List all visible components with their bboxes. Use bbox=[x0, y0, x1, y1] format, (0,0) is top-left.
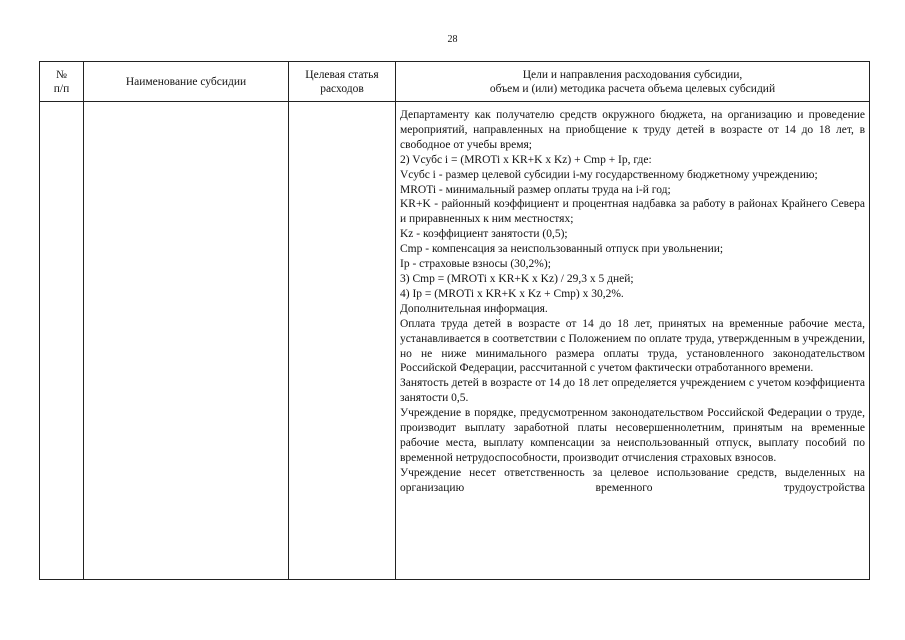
text-paragraph: Ip - страховые взносы (30,2%); bbox=[400, 258, 551, 271]
table-row bbox=[40, 102, 870, 580]
text-paragraph: MROTi - минимальный размер оплаты труда на i-й год; bbox=[400, 183, 671, 196]
text-paragraph: Дополнительная информация. bbox=[400, 302, 548, 315]
cell-goals-methodology bbox=[396, 102, 870, 580]
text-paragraph: Kz - коэффициент занятости (0,5); bbox=[400, 228, 568, 241]
page-number: 28 bbox=[447, 34, 458, 45]
header-goals-methodology: Цели и направления расходования субсидии, объем и (или) методика расчета объема целевых субсидий bbox=[396, 62, 870, 102]
header-number: № п/п bbox=[40, 62, 84, 102]
text-paragraph: Учреждение несет ответственность за целевое использование средств, выделенных на организацию временного трудоустройства bbox=[400, 466, 865, 494]
header-target-article: Целевая статья расходов bbox=[289, 62, 396, 102]
cell-target-article bbox=[289, 102, 396, 580]
formula-paragraph: 4) Ip = (MROTi x KR+K x Kz + Cmp) x 30,2%. bbox=[400, 287, 624, 300]
text-paragraph: Учреждение в порядке, предусмотренном законодательством Российской Федерации о труде, производит выплату заработной платы несовершеннолетним, принятым на временные рабочие места, выплату компенсации за неиспользованный отпуск, выплату пособий по временной нетрудоспособности, производит отчисления страховых взносов. bbox=[400, 407, 865, 464]
formula-paragraph: 2) Vсубс i = (MROTi x KR+K x Kz) + Cmp + Ip, где: bbox=[400, 153, 652, 166]
text-paragraph: Cmp - компенсация за неиспользованный отпуск при увольнении; bbox=[400, 243, 724, 256]
table-header-row bbox=[40, 62, 870, 102]
header-subsidy-name: Наименование субсидии bbox=[84, 62, 289, 102]
formula-paragraph: 3) Cmp = (MROTi x KR+K x Kz) / 29,3 x 5 дней; bbox=[400, 272, 634, 285]
text-paragraph: KR+K - районный коэффициент и процентная надбавка за работу в районах Крайнего Севера и приравненных к ним местностях; bbox=[400, 198, 865, 226]
text-paragraph: Департаменту как получателю средств окружного бюджета, на организацию и проведение мероприятий, направленных на приобщение к труду детей в возрасте от 14 до 18 лет, в свободное от учебы время; bbox=[400, 109, 865, 151]
cell-number bbox=[40, 102, 84, 580]
text-paragraph: Vсубс i - размер целевой субсидии i-му государственному бюджетному учреждению; bbox=[400, 168, 818, 181]
cell-subsidy-name bbox=[84, 102, 289, 580]
subsidy-table bbox=[39, 61, 870, 580]
text-paragraph: Оплата труда детей в возрасте от 14 до 18 лет, принятых на временные рабочие места, устанавливается в соответствии с Положением по оплате труда, утвержденным в учреждении, но не ниже минимального размера оплаты труда, установленного законодательством Российской Федерации, рассчитанной с учетом фактически отработанного времени. bbox=[400, 317, 865, 375]
text-paragraph: Занятость детей в возрасте от 14 до 18 лет определяется учреждением с учетом коэффициента занятости 0,5. bbox=[400, 377, 865, 405]
